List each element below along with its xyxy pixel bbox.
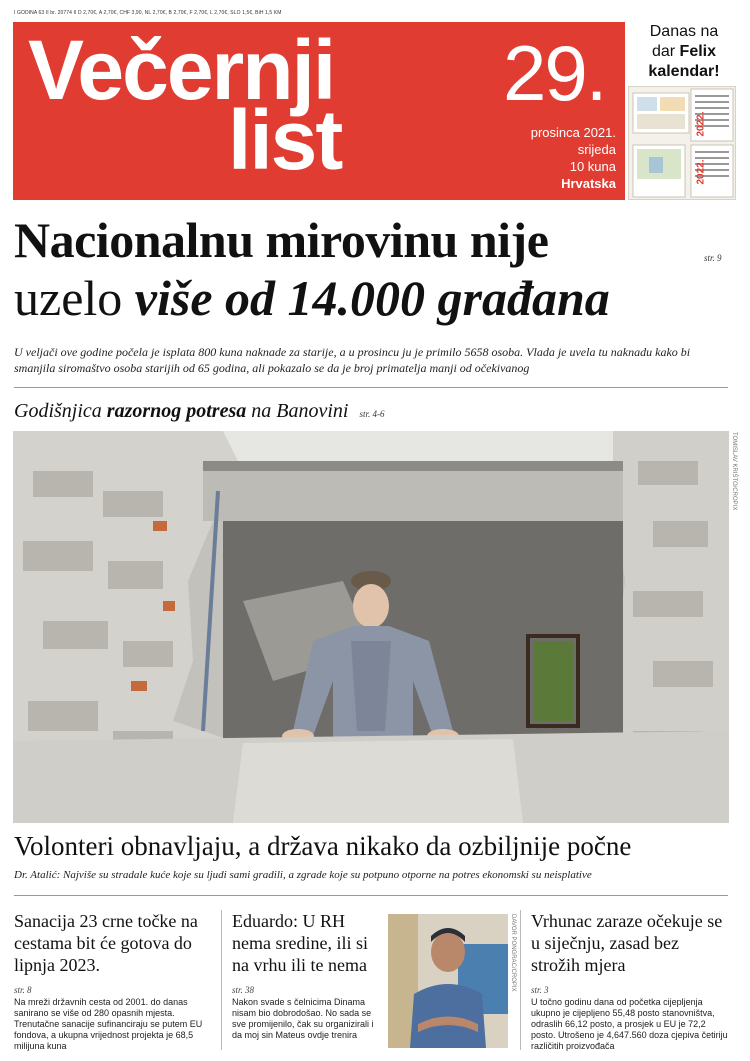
damaged-house-illustration: [13, 431, 729, 823]
issue-weekday: srijeda: [577, 142, 616, 157]
calendar-year-badge-top: 2022.: [695, 111, 707, 137]
logo-line1[interactable]: Večernji: [28, 23, 335, 117]
calendar-year-badge-bottom: 2022.: [695, 159, 707, 185]
column-headline: Eduardo: U RH nema sredine, ili si na vrhu ili te nema: [232, 911, 368, 975]
main-headline-line2[interactable]: [14, 270, 610, 326]
logo-line2[interactable]: list: [228, 93, 342, 187]
main-headline-line2-prefix: uzelo: [14, 270, 135, 326]
issue-month-year: prosinca 2021.: [530, 125, 616, 140]
column-eduardo[interactable]: [232, 910, 382, 1041]
banovina-kicker-suffix: na Banovini: [246, 400, 349, 422]
issue-price: 10 kuna: [569, 159, 616, 174]
calendar-promo-image[interactable]: [628, 86, 736, 200]
eduardo-photo-credit: DAVOR PONGRAC/CROPIX: [510, 914, 516, 992]
issue-day: 29.: [503, 29, 606, 117]
main-headline-line2-bold: više od 14.000 građana: [134, 270, 610, 326]
divider: [14, 895, 728, 896]
column-divider: [221, 910, 222, 1050]
banovina-kicker-bold: razornog potresa: [106, 400, 247, 422]
promo-text[interactable]: [634, 22, 734, 82]
banovina-subhead[interactable]: Volonteri obnavljaju, a država nikako da ozbiljnije počne: [14, 831, 632, 861]
earthquake-photo[interactable]: [13, 431, 729, 823]
column-page-ref: str. 38: [232, 985, 255, 995]
promo-line3: kalendar!: [648, 63, 720, 80]
banovina-kicker-prefix: Godišnjica: [14, 400, 107, 422]
banovina-page-ref: str. 4-6: [359, 409, 385, 419]
column-roads[interactable]: [14, 910, 210, 1052]
promo-line2-prefix: dar: [651, 43, 680, 60]
column-text: Na mreži državnih cesta od 2001. do danas sanirano se više od 280 opasnih mjesta. Trenutačne sanacije sufinanciraju se putem EU fondova, a ukupna vrijednost projekta je 68,5 milijuna kuna: [14, 997, 203, 1051]
issue-country: Hrvatska: [561, 176, 616, 191]
column-covid[interactable]: [531, 910, 729, 1052]
main-story-page-ref: str. 9: [704, 253, 722, 263]
issue-date-info: [531, 124, 616, 192]
promo-line1: Danas na: [649, 23, 719, 40]
photo-credit: TOMISLAV KRIŠTO/CROPIX: [731, 432, 737, 511]
calendar-illustration: [629, 87, 737, 201]
column-page-ref: str. 8: [14, 985, 32, 995]
promo-line2-bold: Felix: [679, 43, 717, 60]
column-divider: [520, 910, 521, 1050]
main-story-lead: U veljači ove godine počela je isplata 800 kuna naknade za starije, a u prosincu ju je primilo 5658 osoba. Vlada je uvela tu naknadu kako bi smanjila siromaštvo osoba starijih od 65 godina, ali pokazalo se da je broj primatelja manji od očekivanog: [14, 345, 691, 375]
column-headline: Sanacija 23 crne točke na cestama bit će gotova do lipnja 2023.: [14, 911, 198, 975]
eduardo-portrait: [388, 914, 508, 1048]
banovina-sublead: Dr. Atalić: Najviše su stradale kuće koje su ljudi sami gradili, a zgrade koje su potpuno otporne na potres ekonomski su neisplative: [14, 869, 592, 881]
main-headline-line1[interactable]: Nacionalnu mirovinu nije: [14, 212, 549, 268]
eduardo-photo[interactable]: [388, 914, 508, 1048]
column-headline: Vrhunac zaraze očekuje se u siječnju, zasad bez strožih mjera: [531, 911, 723, 975]
divider: [14, 387, 728, 388]
column-text: U točno godinu dana od početka cijepljenja ukupno je cijepljeno 55,48 posto stanovništva, odraslih 66,12 posto, a prosjek u EU je 72,2 posto. Utrošeno je 4,647.560 doza cjepiva četiriju različitih proizvođača: [531, 997, 728, 1051]
price-line: I GODINA 63 II br. 20774 II D 2,70€, A 2,70€, CHF 3,90, NL 2,70€, B 2,70€, F 2,70€, L 2,70€, SLO 1,5€, BiH 1,5 KM: [14, 10, 282, 16]
column-page-ref: str. 3: [531, 985, 549, 995]
banovina-kicker[interactable]: [14, 399, 385, 423]
column-text: Nakon svade s čelnicima Dinama nisam bio dobrodošao. No sada se sve promijenilo, čak su organizirali i da moj sin Mateus ovdje trenira: [232, 997, 374, 1040]
